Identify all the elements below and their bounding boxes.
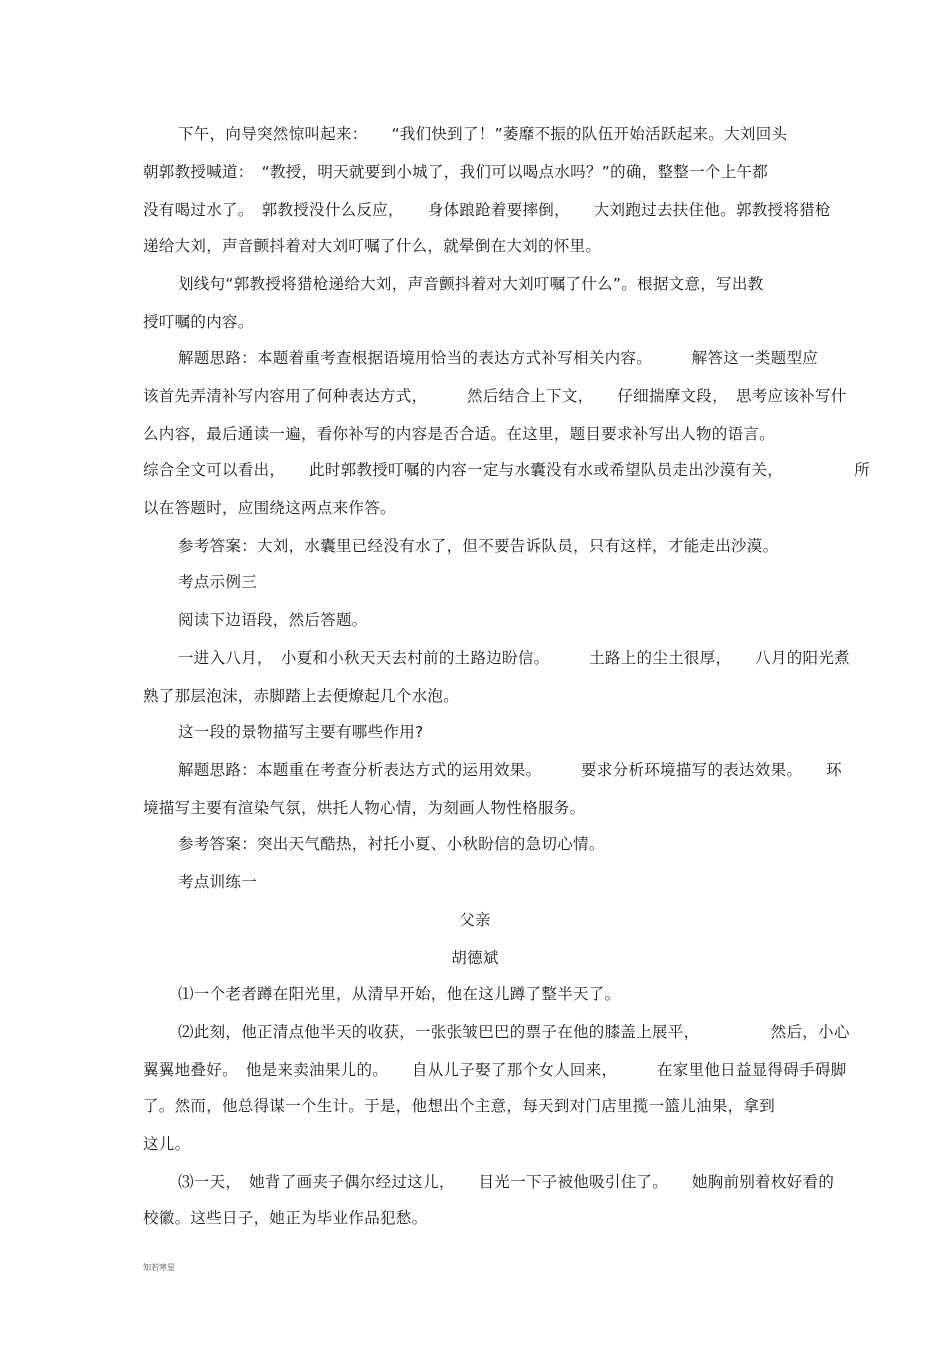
passage-line: 熟了那层泡沫，赤脚踏上去便燎起几个水泡。 (143, 687, 460, 705)
article-line: 校徽。这些日子，她正为毕业作品犯愁。 (143, 1209, 428, 1227)
analysis-line: 综合全文可以看出， 此时郭教授叮嘱的内容一定与水囊没有水或希望队员走出沙漠有关， 所 (143, 461, 871, 479)
analysis-line: 么内容，最后通读一遍，看你补写的内容是否合适。在这里，题目要求补写出人物的语言。 (143, 425, 776, 443)
analysis-line: 解题思路：本题着重考查根据语境用恰当的表达方式补写相关内容。 解答这一类题型应 (178, 349, 819, 367)
article-line: ⑶一天， 她背了画夹子偶尔经过这儿， 目光一下子被他吸引住了。 她胸前别着枚好看的 (178, 1173, 835, 1191)
article-line: 这儿。 (143, 1135, 191, 1153)
paragraph-line: 没有喝过水了。 郭教授没什么反应， 身体踉跄着要摔倒， 大刘跑过去扶住他。郭教授将猎枪 (143, 201, 831, 219)
section-heading: 考点训练一 (178, 873, 258, 891)
instruction-line: 阅读下边语段，然后答题。 (178, 611, 368, 629)
section-heading: 考点示例三 (178, 573, 258, 591)
paragraph-line: 递给大刘，声音颤抖着对大刘叮嘱了什么，就晕倒在大刘的怀里。 (143, 237, 602, 255)
analysis-line: 该首先弄清补写内容用了何种表达方式， 然后结合上下文， 仔细揣摩文段， 思考应该补写什 (143, 387, 847, 405)
analysis-line: 境描写主要有渲染气氛，烘托人物心情，为刻画人物性格服务。 (143, 799, 586, 817)
question-line: 这一段的景物描写主要有哪些作用? (178, 723, 424, 741)
answer-line: 参考答案：突出天气酷热，衬托小夏、小秋盼信的急切心情。 (178, 835, 605, 853)
paragraph-line: 下午，向导突然惊叫起来： “我们快到了！”萎靡不振的队伍开始活跃起来。大刘回头 (178, 125, 788, 143)
article-line: 了。然而，他总得谋一个生计。于是，他想出个主意，每天到对门店里揽一篮儿油果，拿到 (143, 1097, 776, 1115)
analysis-line: 解题思路：本题重在考查分析表达方式的运用效果。 要求分析环境描写的表达效果。 环 (178, 761, 842, 779)
analysis-line: 以在答题时，应围绕这两点来作答。 (143, 499, 396, 517)
question-line: 授叮嘱的内容。 (143, 313, 254, 331)
answer-line: 参考答案：大刘，水囊里已经没有水了，但不要告诉队员，只有这样，才能走出沙漠。 (178, 537, 779, 555)
article-line: ⑴一个老者蹲在阳光里，从清早开始，他在这儿蹲了整半天了。 (178, 985, 621, 1003)
question-line: 划线句“郭教授将猎枪递给大刘，声音颤抖着对大刘叮嘱了什么”。根据文意，写出教 (178, 275, 764, 293)
paragraph-line: 朝郭教授喊道： “教授，明天就要到小城了，我们可以喝点水吗？”的确，整整一个上午都 (143, 163, 769, 181)
article-title: 父亲 (459, 911, 491, 929)
page-footer: 知若寒星 (143, 1263, 175, 1272)
article-author: 胡德斌 (451, 949, 499, 967)
article-line: 翼翼地叠好。 他是来卖油果儿的。 自从儿子娶了那个女人回来， 在家里他日益显得碍手碍脚 (143, 1061, 847, 1079)
article-line: ⑵此刻，他正清点他半天的收获，一张张皱巴巴的票子在他的膝盖上展平， 然后，小心 (178, 1023, 850, 1041)
passage-line: 一进入八月， 小夏和小秋天天去村前的土路边盼信。 土路上的尘土很厚， 八月的阳光煮 (178, 649, 850, 667)
